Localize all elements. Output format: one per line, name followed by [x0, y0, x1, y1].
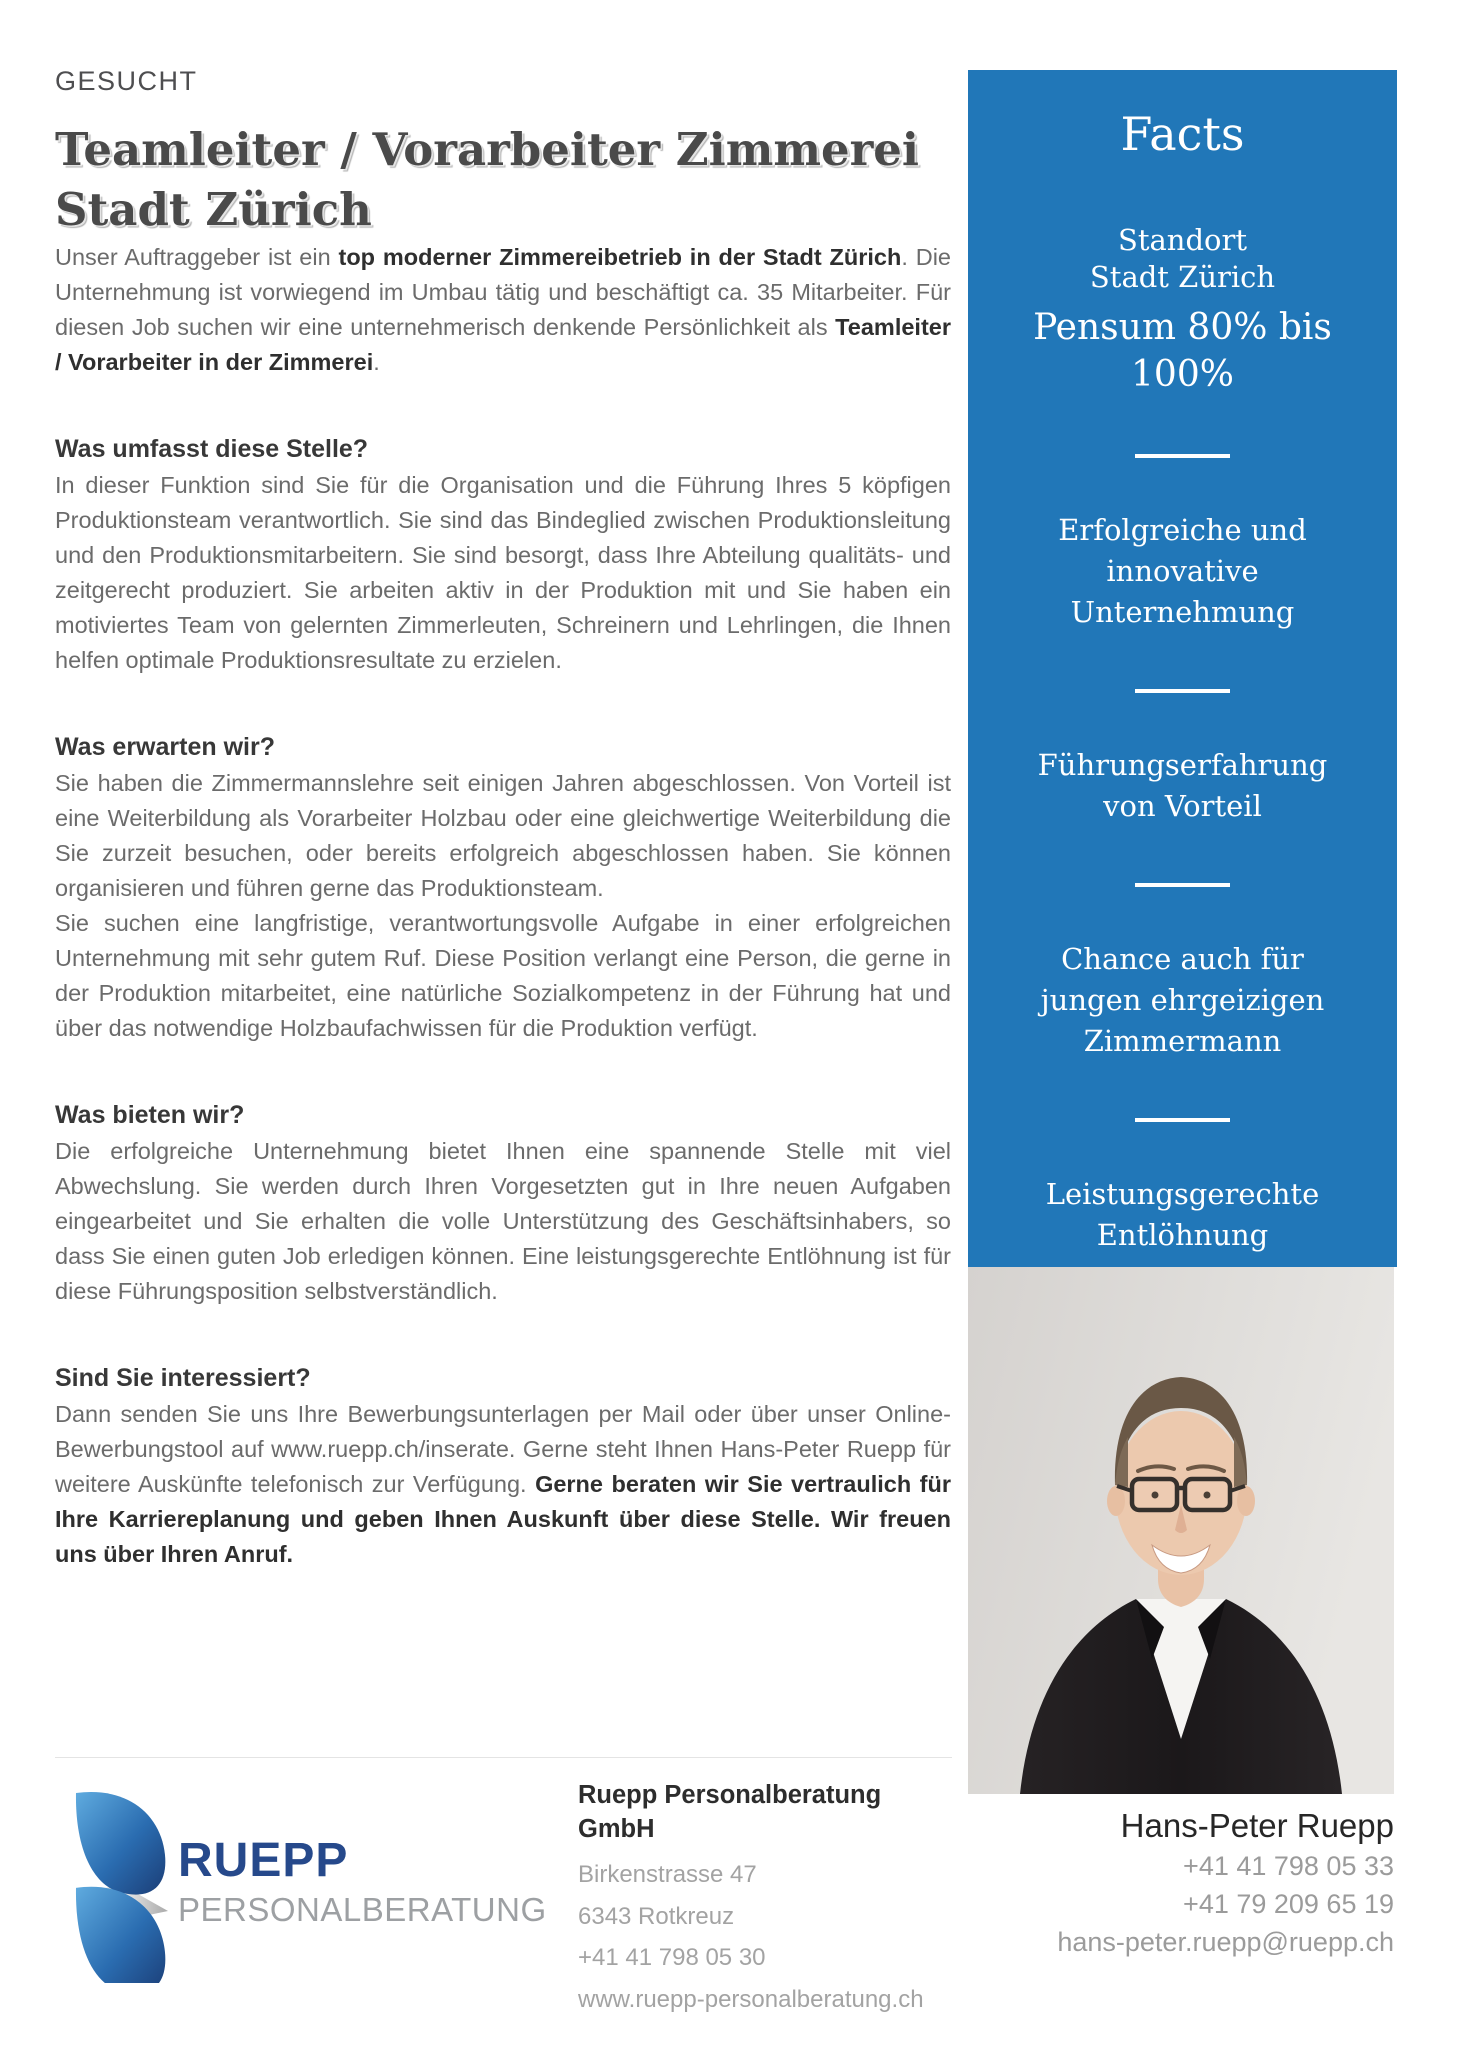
job-title-line-1: Teamleiter / Vorarbeiter Zimmerei [55, 123, 920, 176]
eyebrow-gesucht: GESUCHT [55, 66, 198, 96]
section-paragraph-bieten: Die erfolgreiche Unternehmung bietet Ihnen eine spannende Stelle mit viel Abwechslung. Sie werden durch Ihren Vorgesetzten gut in Ihre neuen Aufgaben eingearbeitet und Sie erhalten die volle Unterstützung des Geschäftsinhabers, so dass Sie einen guten Job erledigen können. Eine leistungsgerechte Entlöhnung ist für diese Führungsposition selbstverständlich. [55, 1138, 951, 1304]
contact-phone-2: +41 79 209 65 19 [1183, 1889, 1394, 1919]
contact-phone-1: +41 41 798 05 33 [1183, 1851, 1394, 1881]
contact-block [968, 1805, 1394, 1961]
company-website: www.ruepp-personalberatung.ch [578, 1985, 924, 2013]
fact-location [968, 222, 1397, 296]
section-heading-interessiert: Sind Sie interessiert? [55, 1364, 311, 1392]
company-address-street: Birkenstrasse 47 [578, 1861, 757, 1888]
fact-divider [1135, 689, 1230, 693]
fact-item-unternehmung: Erfolgreiche und innovative Unternehmung [1058, 513, 1307, 629]
intro-text-bold: Teamleiter / Vorarbeiter in der Zimmerei [55, 314, 951, 375]
section-heading-bieten: Was bieten wir? [55, 1101, 245, 1129]
logo-wordmark [178, 1836, 547, 1930]
interessiert-text: Dann senden Sie uns Ihre Bewerbungsunterlagen per Mail oder über unser Online-Bewerbungstool auf www.ruepp.ch/inserate. Gerne steht Ihnen Hans-Peter Ruepp für weitere Auskünfte telefonisch zur Verfügung. [55, 1401, 951, 1497]
fact-location-label: Standort [1117, 223, 1248, 257]
portrait-photo [968, 1267, 1394, 1794]
ruepp-logo-mark [70, 1789, 172, 1988]
fact-divider [1135, 883, 1230, 887]
section-paragraph-umfasst: In dieser Funktion sind Sie für die Organisation und die Führung Ihres 5 köpfigen Produktionsteam verantwortlich. Sie sind das Bindeglied zwischen Produktionsleitung und den Produktionsmitarbeitern. Sie sind besorgt, dass Ihre Abteilung qualitäts- und zeitgerecht produziert. Sie arbeiten aktiv in der Produktion mit und Sie haben ein motiviertes Team von gelernten Zimmerleuten, Schreinern und Lehrlingen, die Ihnen helfen optimale Produktionsresultate zu erzielen. [55, 472, 951, 673]
fact-pensum: Pensum 80% bis 100% [1033, 307, 1332, 395]
interessiert-text-bold: Gerne beraten wir Sie vertraulich für Ihre Karriereplanung und geben Ihnen Auskunft über diese Stelle. Wir freuen uns über Ihren Anruf. [55, 1471, 951, 1567]
section-heading-erwarten: Was erwarten wir? [55, 733, 275, 761]
fact-divider [1135, 1118, 1230, 1122]
fact-location-value: Stadt Zürich [1089, 260, 1276, 294]
intro-text: Unser Auftraggeber ist ein [55, 244, 339, 270]
facts-title: Facts [1120, 107, 1245, 161]
facts-panel [968, 70, 1397, 1267]
fact-divider [1135, 454, 1230, 458]
contact-name: Hans-Peter Ruepp [1120, 1807, 1394, 1844]
company-address-city: 6343 Rotkreuz [578, 1902, 735, 1930]
intro-text: . [373, 349, 380, 375]
logo-wordmark-secondary: PERSONALBERATUNG [178, 1891, 547, 1928]
logo-wordmark-primary: RUEPP [178, 1834, 349, 1887]
company-phone: +41 41 798 05 30 [578, 1944, 766, 1971]
contact-email: hans-peter.ruepp@ruepp.ch [1057, 1927, 1394, 1957]
ruepp-logo-icon [70, 1789, 172, 1983]
company-block [578, 1778, 958, 2020]
fact-item-entloehnung: Leistungsgerechte Entlöhnung [1045, 1177, 1320, 1252]
section-paragraph-erwarten-2: Sie suchen eine langfristige, verantwortungsvolle Aufgabe in einer erfolgreichen Unternehmung mit sehr gutem Ruf. Diese Position verlangt eine Person, die gerne in der Produktion mitarbeitet, eine natürliche Sozialkompetenz in der Führung hat und über das notwendige Holzbaufachwissen für die Produktion verfügt. [55, 910, 951, 1041]
company-name: Ruepp Personalberatung GmbH [578, 1781, 882, 1843]
intro-paragraph [55, 240, 951, 380]
person-silhouette-graphic [968, 1267, 1394, 1794]
job-title-line-2: Stadt Zürich [55, 183, 372, 236]
footer-divider [55, 1757, 952, 1758]
main-text-column [55, 66, 951, 1572]
intro-text-bold: top moderner Zimmereibetrieb in der Stadt Zürich [338, 244, 902, 270]
intro-text: . Die Unternehmung ist vorwiegend im Umbau tätig und beschäftigt ca. 35 Mitarbeiter. Für diesen Job suchen wir eine unternehmerisch denkende Persönlichkeit als [55, 244, 951, 340]
section-paragraph-erwarten-1: Sie haben die Zimmermannslehre seit einigen Jahren abgeschlossen. Von Vorteil ist eine Weiterbildung als Vorarbeiter Holzbau oder eine gleichwertige Weiterbildung die Sie zurzeit besuchen, oder bereits erfolgreich abgeschlossen haben. Sie können organisieren und führen gerne das Produktionsteam. [55, 770, 951, 901]
section-paragraph-interessiert [55, 1397, 951, 1572]
fact-item-fuehrungserfahrung: Führungserfahrung von Vorteil [1037, 748, 1328, 823]
job-title [55, 120, 951, 240]
fact-item-chance: Chance auch für jungen ehrgeizigen Zimmermann [1040, 942, 1325, 1058]
section-heading-umfasst: Was umfasst diese Stelle? [55, 435, 369, 463]
